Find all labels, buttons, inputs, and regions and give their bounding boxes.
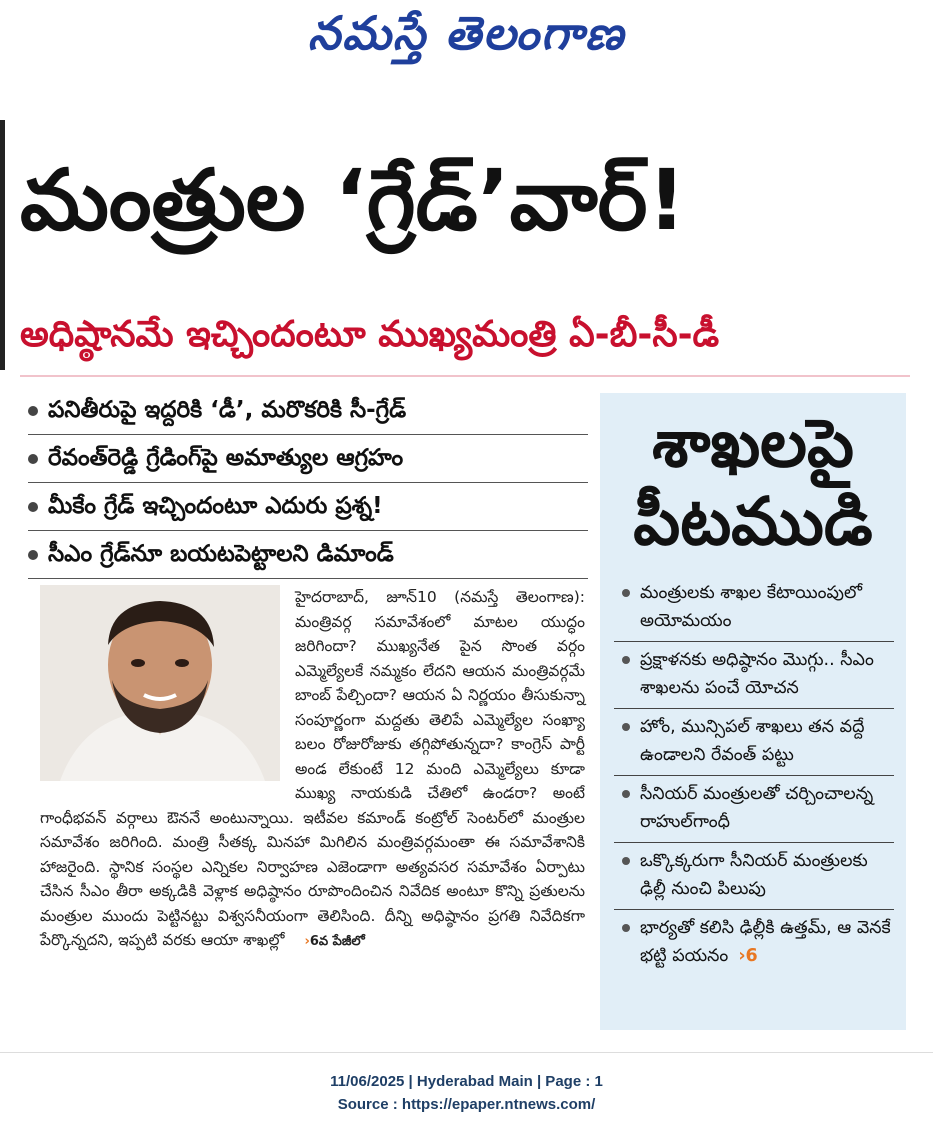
sidebar-item: భార్యతో కలిసి ఢిల్లీకి ఉత్తమ్, ఆ వెనకే భట్టి పయనం ›6 — [614, 910, 894, 976]
main-headline: మంత్రుల ‘గ్రేడ్’వార్! — [20, 151, 686, 249]
sidebar-item: ప్రక్షాళనకు అధిష్ఠానం మొగ్గు.. సీఎం శాఖలను పంచే యోచన — [614, 642, 894, 709]
sidebar-headline: శాఖలపై పీటముడి — [633, 405, 873, 560]
edition-info: 11/06/2025 | Hyderabad Main | Page : 1 — [330, 1073, 603, 1090]
bullet-icon — [622, 857, 630, 865]
bullet-icon — [28, 550, 38, 560]
bullet-item: పనితీరుపై ఇద్దరికి ‘డీ’, మరొకరికి సీ-గ్రేడ్ — [28, 390, 588, 435]
sidebar-item: ఒక్కొక్కరుగా సీనియర్ మంత్రులకు ఢిల్లీ నుంచి పిలుపు — [614, 843, 894, 910]
source-link[interactable]: Source : https://epaper.ntnews.com/ — [337, 1096, 596, 1113]
sidebar-item: హోం, మున్సిపల్ శాఖలు తన వద్దే ఉండాలని రేవంత్ పట్టు — [614, 709, 894, 776]
bullet-icon — [622, 589, 630, 597]
masthead — [0, 0, 933, 80]
footer — [0, 1070, 933, 1116]
bullet-icon — [28, 502, 38, 512]
continued-link[interactable]: ›6వ పేజీలో — [304, 934, 365, 949]
bullet-item: సీఎం గ్రేడ్‌నూ బయటపెట్టాలని డిమాండ్ — [28, 534, 588, 579]
left-rule — [0, 120, 5, 370]
bullet-icon — [622, 924, 630, 932]
bullet-icon — [28, 454, 38, 464]
bullet-icon — [622, 656, 630, 664]
subhead-divider — [20, 375, 910, 377]
lead-article — [40, 585, 585, 955]
bullet-icon — [622, 723, 630, 731]
highlight-bullets — [28, 390, 588, 582]
bullet-icon — [622, 790, 630, 798]
sidebar-list — [614, 575, 894, 976]
bullet-item: రేవంత్‌రెడ్డి గ్రేడింగ్‌పై అమాత్యుల ఆగ్రహం — [28, 438, 588, 483]
bullet-item: మీకేం గ్రేడ్ ఇచ్చిందంటూ ఎదురు ప్రశ్న! — [28, 486, 588, 531]
subheadline: అధిష్ఠానమే ఇచ్చిందంటూ ముఖ్యమంత్రి ఏ-బీ-సీ-డీ — [20, 314, 720, 355]
photo-wrap-space — [40, 585, 295, 785]
chevron-right-icon: › — [304, 934, 310, 949]
sidebar-box — [600, 393, 906, 1030]
newspaper-title: నమస్తే తెలంగాణ — [307, 6, 626, 60]
footer-divider — [0, 1052, 933, 1053]
page-reference[interactable]: ›6 — [738, 946, 758, 966]
sidebar-item: సీనియర్ మంత్రులతో చర్చించాలన్న రాహుల్‌గాంధీ — [614, 776, 894, 843]
bullet-icon — [28, 406, 38, 416]
sidebar-item: మంత్రులకు శాఖల కేటాయింపులో అయోమయం — [614, 575, 894, 642]
article-body: హైదరాబాద్, జూన్10 (నమస్తే తెలంగాణ): మంత్రివర్గ సమావేశంలో మాటల యుద్ధం జరిగిందా? ముఖ్యనేత పైన సొంత వర్గం ఎమ్మెల్యేలకే నమ్మకం లేదని ఆయన మంత్రివర్గమే బాంబ్ పేల్చిందా? ఆయన ఏ నిర్ణయం తీసుకున్నా సంపూర్ణంగా మద్దతు తెలిపే ఎమ్మెల్యేల సంఖ్యా బలం రోజురోజుకు తగ్గిపోతున్నదా? కాంగ్రెస్ పార్టీ అండ లేకుంటే 12 మంది ఎమ్మెల్యేలు కూడా ముఖ్య నాయకుడి చేతిలో ఉండరా? అంటే గాంధీభవన్ వర్గాలు ఔననే అంటున్నాయి. ఇటీవల కమాండ్ కంట్రోల్ సెంటర్‌లో మంత్రుల సమావేశం జరిగింది. మంత్రి సీతక్క మినహా మిగిలిన మంత్రివర్గమంతా ఈ సమావేశానికి హాజరైంది. స్థానిక సంస్థల ఎన్నికల నిర్వాహణ ఎజెండాగా అత్యవసర సమావేశం ఏర్పాటు చేసిన సీఎం తీరా అక్కడికి వెళ్లాక అధిష్ఠానం రూపొందించిన నివేదిక అంటూ కొన్ని ప్రతులను మంత్రుల ముందు పెట్టినట్టు విశ్వసనీయంగా తెలిసింది. దీన్ని అధిష్ఠానం ప్రగతి నివేదికగా పేర్కొన్నదని, ఇప్పటి వరకు ఆయా శాఖల్లో ›6వ పేజీలో — [40, 588, 585, 949]
